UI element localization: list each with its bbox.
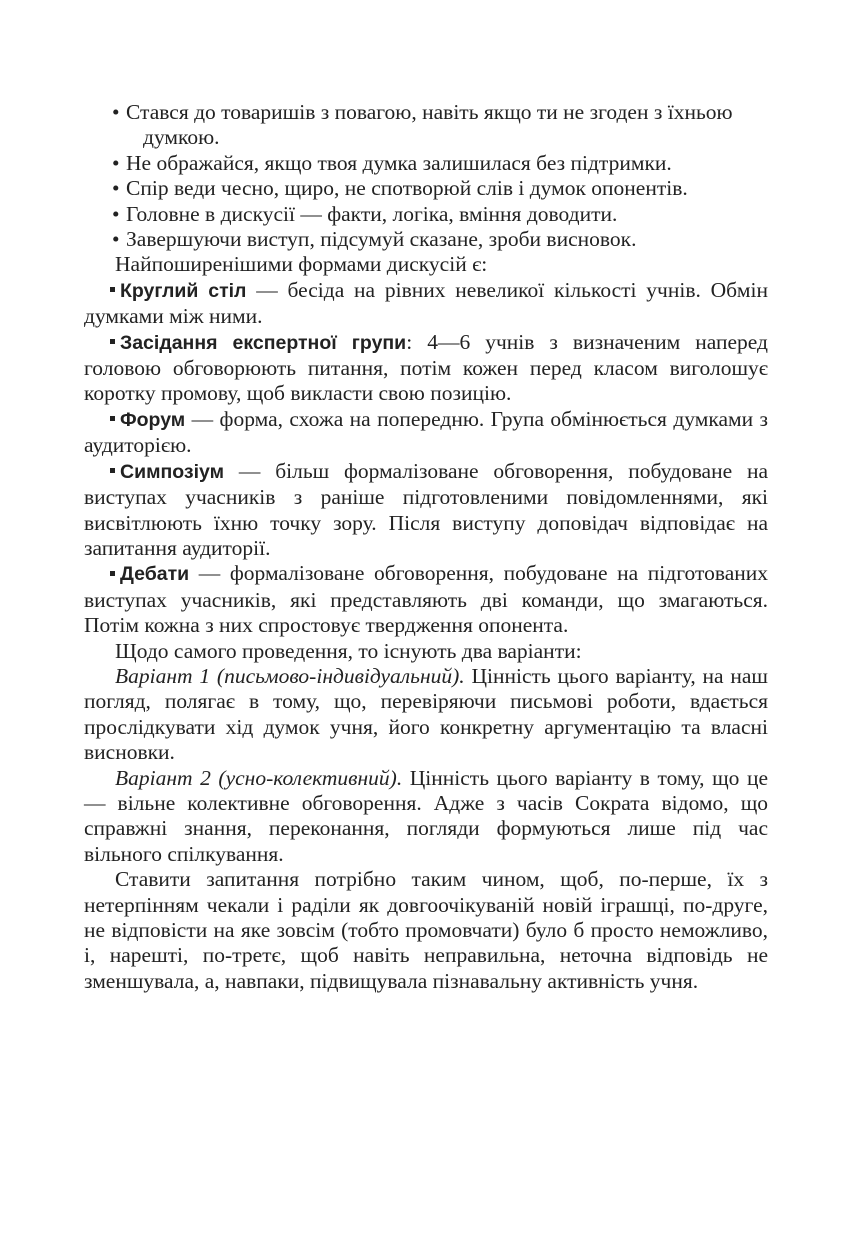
list-item: • Стався до товаришів з повагою, навіть якщо ти не згоден з їхньою	[112, 100, 733, 124]
variant-paragraph: Варіант 2 (усно-колективний). Цінність цього варіанту в тому, що це — вільне колективне обговорення. Адже з часів Сократа відомо, що справжні знання, переконання, погляди формуються лише під час вільного спілкування.	[84, 765, 769, 866]
square-bullet-icon	[110, 339, 115, 344]
term-description: більш формалізоване обговорення, побудоване на виступах учасників з раніше підготовленими повідомленнями, які висвітлюють їхню точку зору. Після виступу доповідач відповідає на запитання аудиторії.	[84, 458, 769, 560]
term-label: Круглий стіл	[120, 279, 247, 302]
list-item: Круглий стіл — бесіда на рівних невеликої кількості учнів. Обмін думками між ними.	[84, 277, 768, 329]
bullet-icon: •	[112, 176, 120, 201]
list-item: Засідання експертної групи: 4—6 учнів з визначеним наперед головою обговорюють питання, потім кожен перед класом виголошує коротку промову, щоб викласти свою позицію.	[84, 329, 769, 406]
term-label: Симпозіум	[120, 460, 225, 483]
term-label: Форум	[120, 408, 186, 431]
term-description: формалізоване обговорення, побудоване на підготованих виступах учасників, які представляють дві команди, що змагаються. Потім кожна з них спростовує твердження опонента.	[84, 561, 768, 638]
forms-intro: Найпоширенішими формами дискусій є:	[115, 252, 488, 277]
term-label: Засідання експертної групи	[120, 331, 407, 354]
variants-intro: Щодо самого проведення, то існують два варіанти:	[115, 638, 582, 663]
square-bullet-icon	[110, 571, 115, 576]
variant-paragraph: Варіант 1 (письмово-індивідуальний). Цінність цього варіанту, на наш погляд, полягає в тому, що, перевіряючи письмові роботи, вдається прослідкувати хід думок учня, його конкретну аргументацію та власні висновки.	[84, 663, 768, 765]
square-bullet-icon	[110, 287, 115, 292]
list-item: • Спір веди чесно, щиро, не спотворюй слів і думок опонентів.	[112, 176, 688, 201]
list-item: • Головне в дискусії — факти, логіка, вміння доводити.	[112, 201, 618, 226]
term-description: форма, схожа на попередню. Група обмінюється думками з аудиторією.	[84, 406, 768, 458]
bullet-icon: •	[112, 227, 120, 252]
closing-paragraph: Ставити запитання потрібно таким чином, щоб, по-перше, їх з нетерпінням чекали і раділи як довгоочікуваній новій іграшці, по-друге, не відповісти на яке зовсім (тобто промовчати) було б просто неможливо, і, нарешті, по-третє, щоб навіть неправильна, неточна відповідь не зменшувала, а, навпаки, підвищувала пізнавальну активність учня.	[84, 867, 768, 993]
bullet-icon: •	[112, 201, 120, 226]
variant-label: Варіант 1 (письмово-індивідуальний).	[115, 663, 465, 688]
variant-label: Варіант 2 (усно-колективний).	[115, 765, 403, 790]
bullet-icon: •	[112, 150, 120, 175]
list-item: Форум — форма, схожа на попередню. Група обмінюється думками з аудиторією.	[84, 406, 768, 458]
list-item: Симпозіум — більш формалізоване обговорення, побудоване на виступах учасників з раніше підготовленими повідомленнями, які висвітлюють їхню точку зору. Після виступу доповідач відповідає на запитання аудиторії.	[84, 458, 769, 560]
list-item: Дебати — формалізоване обговорення, побудоване на підготованих виступах учасників, які представляють дві команди, що змагаються. Потім кожна з них спростовує твердження опонента.	[84, 561, 768, 638]
forms-list	[84, 278, 768, 639]
list-item: • Не ображайся, якщо твоя думка залишилася без підтримки.	[112, 150, 672, 175]
bullet-icon: •	[112, 100, 120, 124]
term-label: Дебати	[120, 563, 190, 586]
list-item-continuation: думкою.	[143, 125, 220, 150]
page-body	[84, 100, 768, 994]
term-description: 4—6 учнів з визначеним наперед головою обговорюють питання, потім кожен перед класом виголошує коротку промову, щоб викласти свою позицію.	[84, 329, 769, 406]
rules-list	[84, 100, 768, 252]
list-item: • Завершуючи виступ, підсумуй сказане, зроби висновок.	[112, 227, 637, 252]
square-bullet-icon	[110, 468, 115, 473]
square-bullet-icon	[110, 416, 115, 421]
term-description: бесіда на рівних невеликої кількості учнів. Обмін думками між ними.	[84, 277, 768, 329]
